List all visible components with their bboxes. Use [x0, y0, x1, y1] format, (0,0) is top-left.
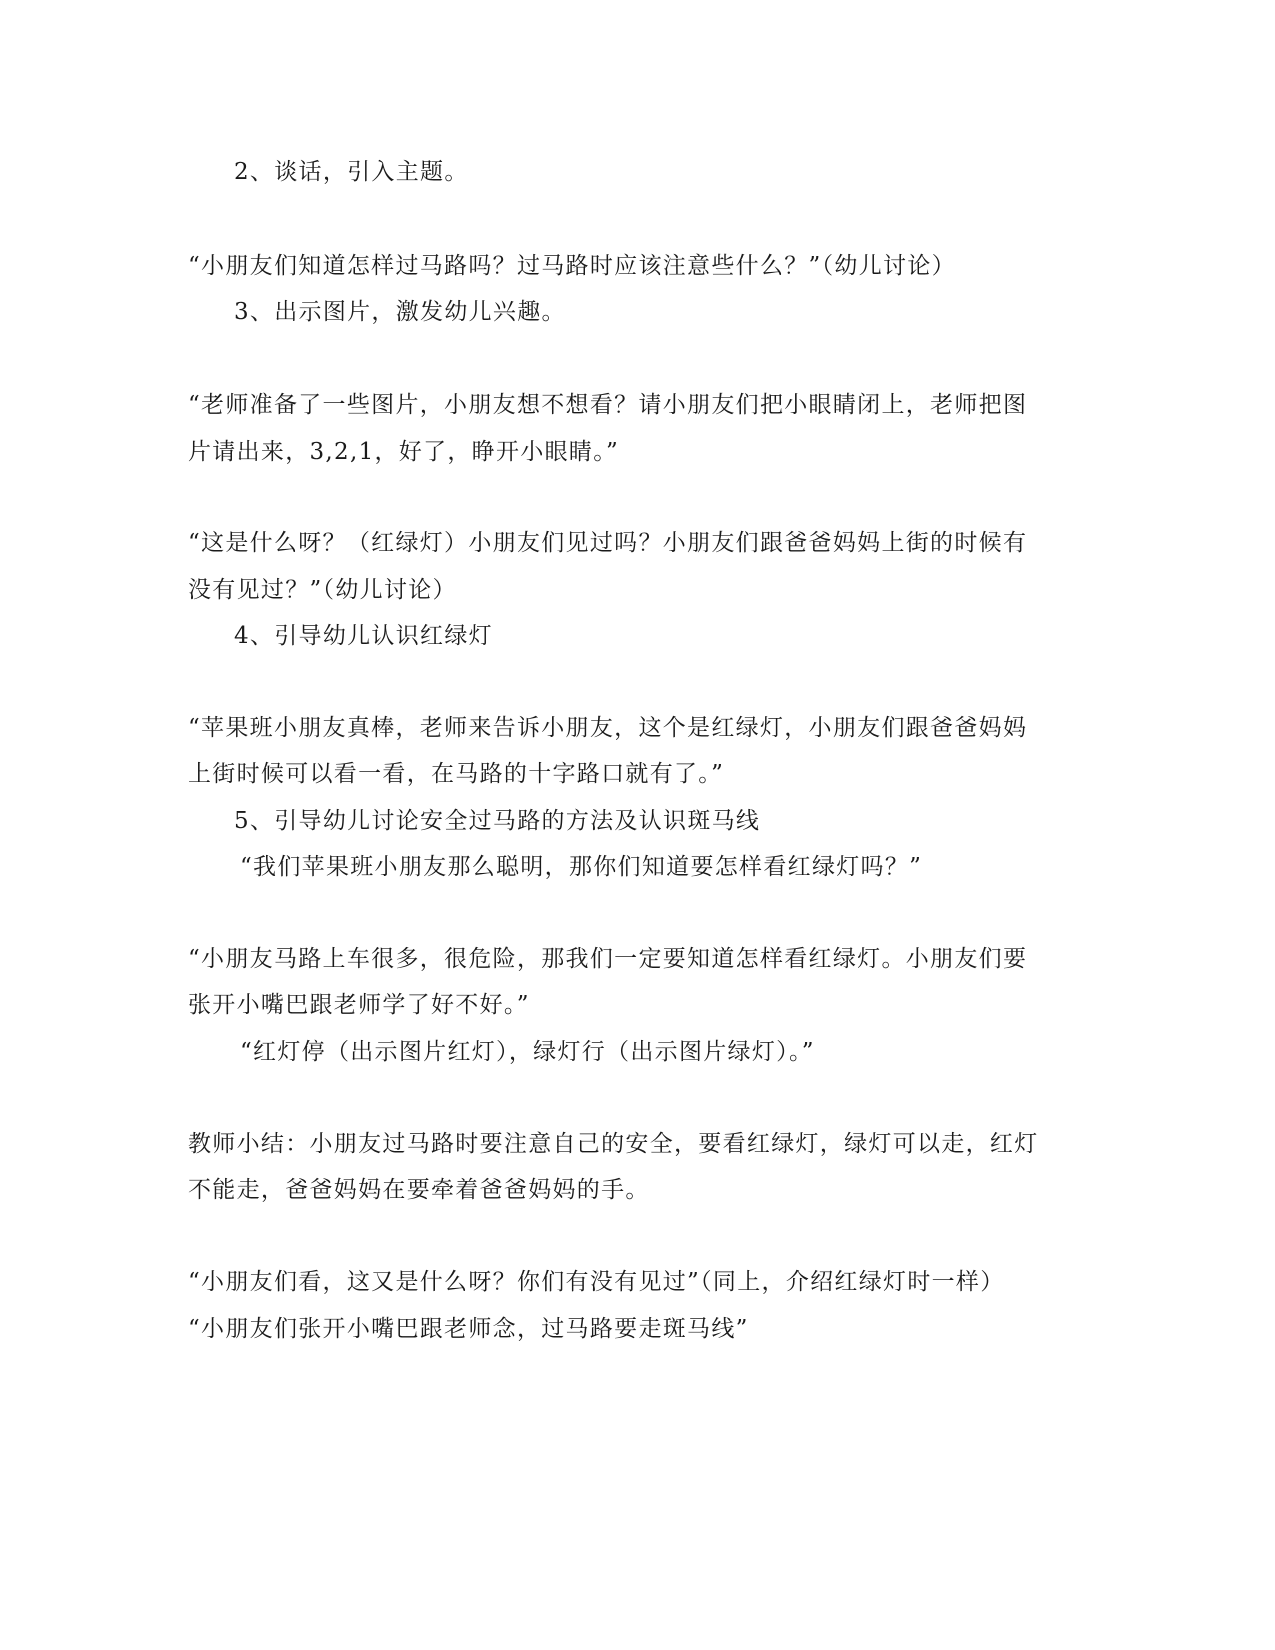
heading-step-4: 4、引导幼儿认识红绿灯: [234, 623, 493, 649]
summary-line: 教师小结：小朋友过马路时要注意自己的安全，要看红绿灯，绿灯可以走，红灯: [188, 1131, 1039, 1157]
paragraph-line: “我们苹果班小朋友那么聪明，那你们知道要怎样看红绿灯吗？”: [240, 854, 923, 880]
heading-step-5: 5、引导幼儿讨论安全过马路的方法及认识斑马线: [234, 808, 761, 834]
paragraph-line: “小朋友马路上车很多，很危险，那我们一定要知道怎样看红绿灯。小朋友们要: [188, 946, 1028, 972]
paragraph-line: “苹果班小朋友真棒，老师来告诉小朋友，这个是红绿灯，小朋友们跟爸爸妈妈: [188, 715, 1028, 741]
paragraph-line: “老师准备了一些图片，小朋友想不想看？请小朋友们把小眼睛闭上，老师把图: [188, 392, 1028, 418]
heading-step-2: 2、谈话，引入主题。: [234, 159, 469, 185]
paragraph-line: 上街时候可以看一看，在马路的十字路口就有了。”: [188, 761, 725, 787]
paragraph-line: “小朋友们知道怎样过马路吗？过马路时应该注意些什么？”（幼儿讨论）: [188, 253, 956, 279]
paragraph-line: “小朋友们张开小嘴巴跟老师念，过马路要走斑马线”: [188, 1316, 749, 1342]
paragraph-line: “这是什么呀？（红绿灯）小朋友们见过吗？小朋友们跟爸爸妈妈上街的时候有: [188, 530, 1028, 556]
paragraph-line: “小朋友们看，这又是什么呀？你们有没有见过”（同上，介绍红绿灯时一样）: [188, 1269, 1005, 1295]
paragraph-line: 没有见过？”（幼儿讨论）: [188, 577, 457, 603]
paragraph-line: 张开小嘴巴跟老师学了好不好。”: [188, 992, 530, 1018]
summary-line: 不能走，爸爸妈妈在要牵着爸爸妈妈的手。: [188, 1177, 650, 1203]
paragraph-line: “红灯停（出示图片红灯），绿灯行（出示图片绿灯）。”: [240, 1039, 815, 1065]
heading-step-3: 3、出示图片，激发幼儿兴趣。: [234, 299, 566, 325]
paragraph-line: 片请出来，3,2,1，好了，睁开小眼睛。”: [188, 439, 620, 465]
